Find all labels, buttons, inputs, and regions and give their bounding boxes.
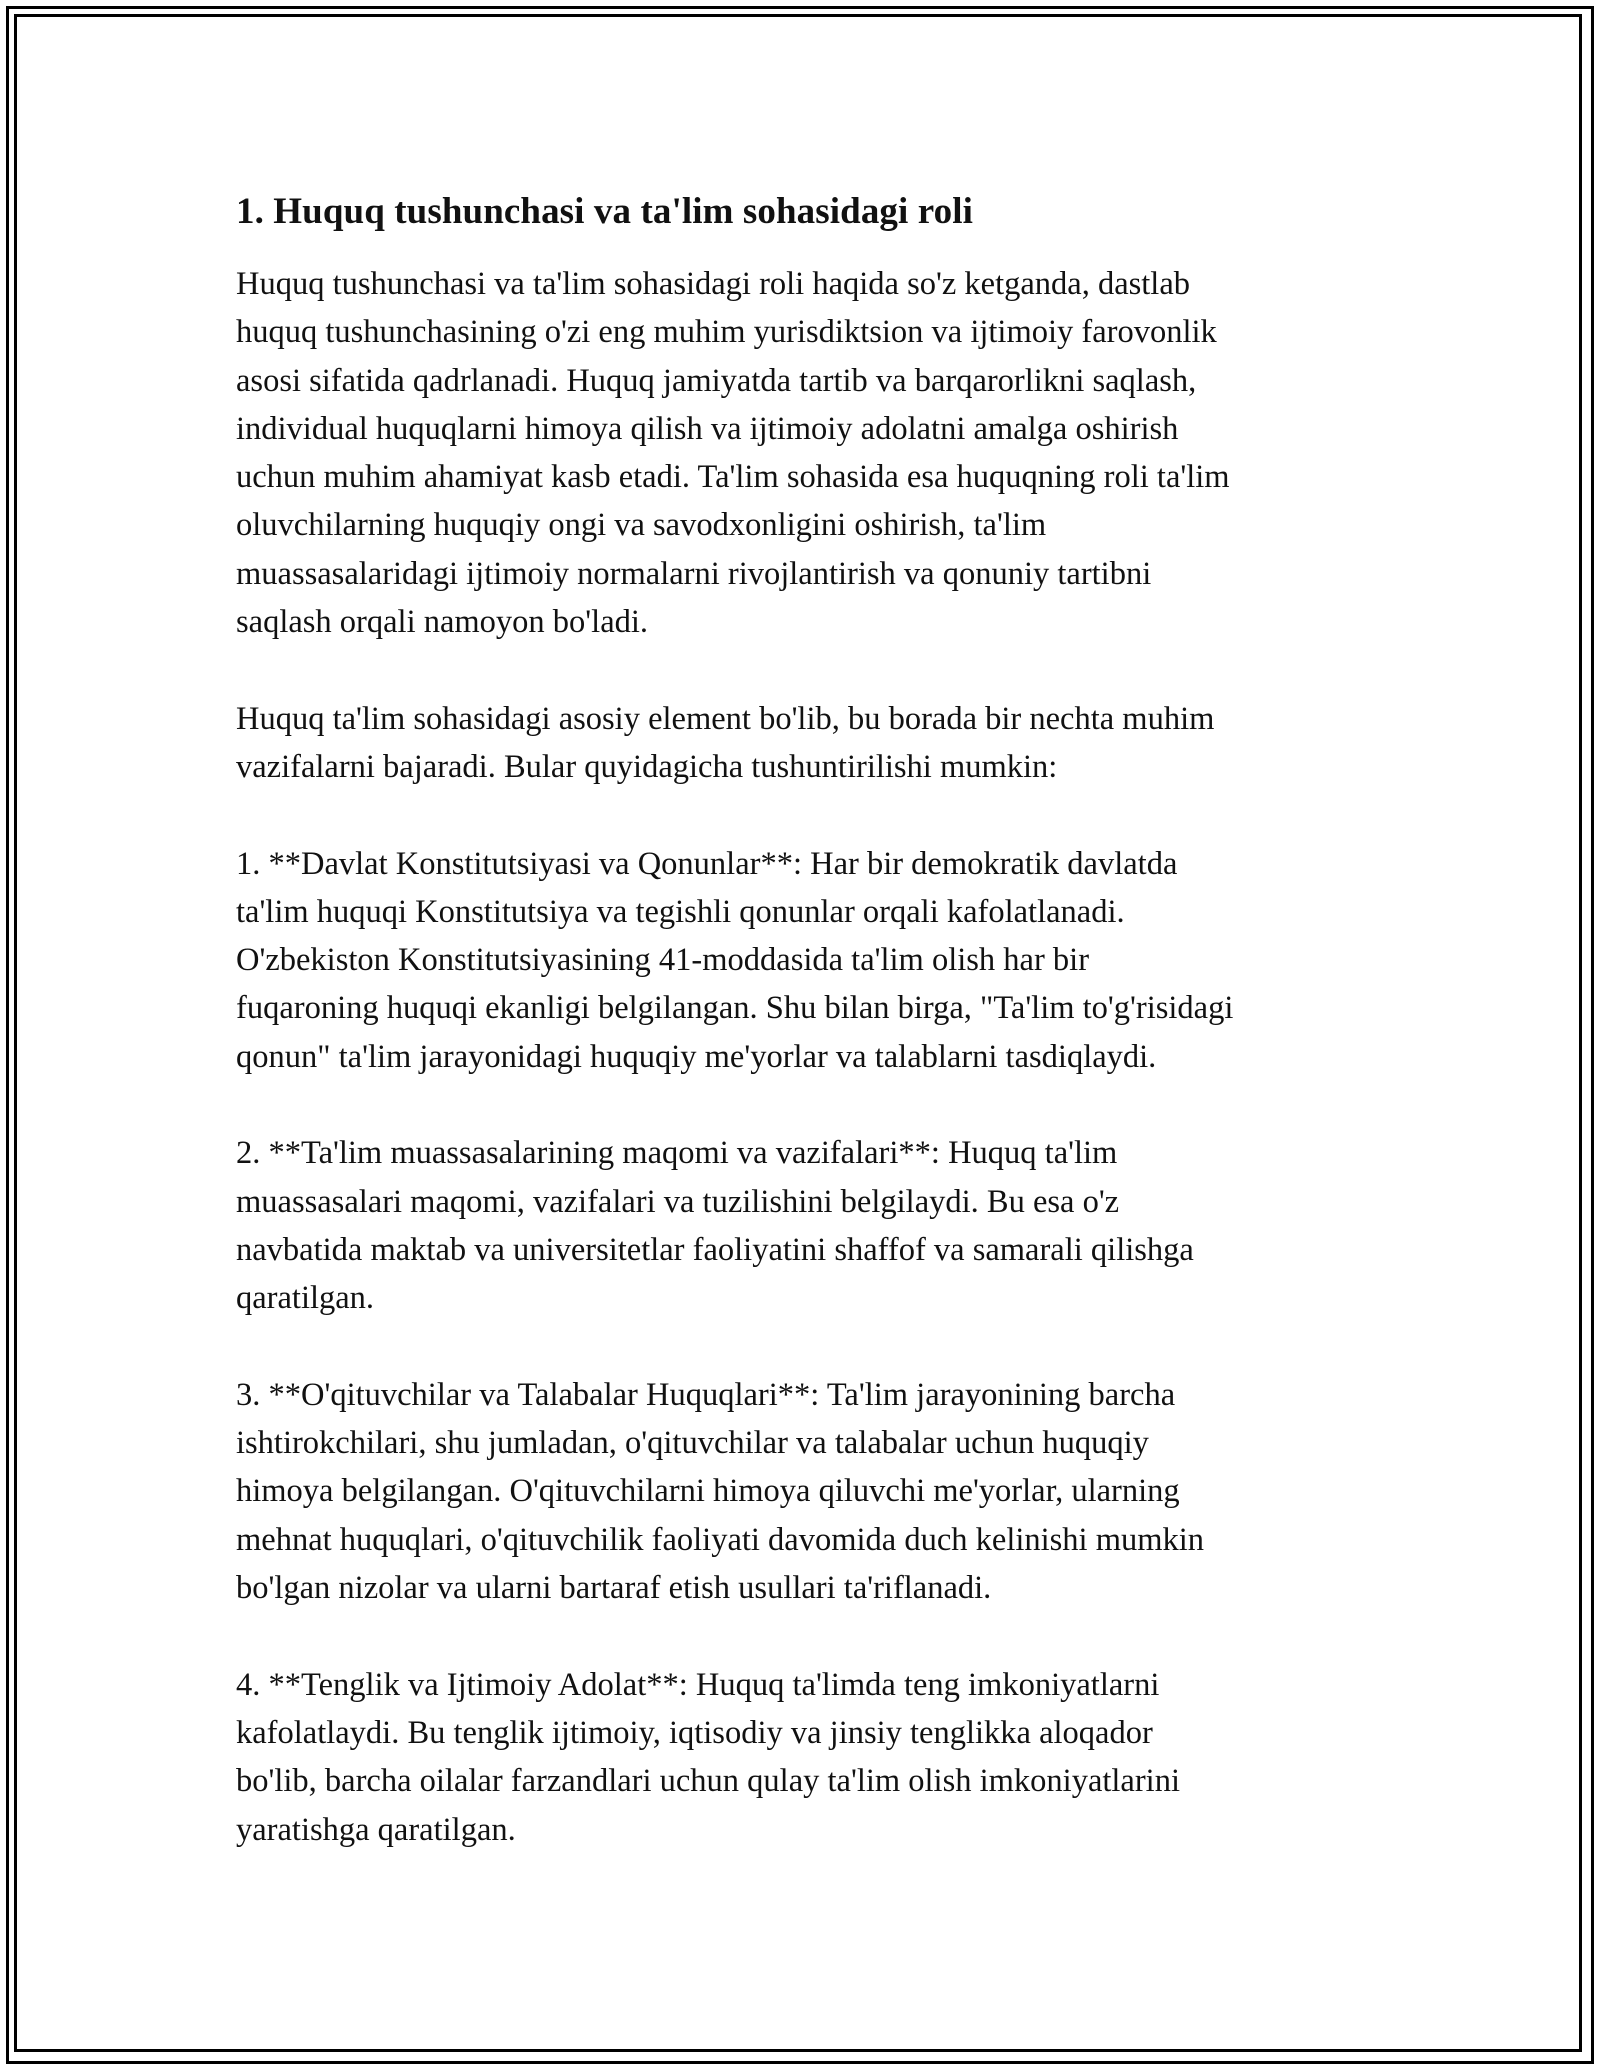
paragraph-intro: Huquq tushunchasi va ta'lim sohasidagi roli haqida so'z ketganda, dastlab huquq tushunchasining o'zi eng muhim yurisdiktsion va ijtimoiy farovonlik asosi sifatida qadrlanadi. Huquq jamiyatda tartib va barqarorlikni saqlash, individual huquqlarni himoya qilish va ijtimoiy adolatni amalga oshirish uchun muhim ahamiyat kasb etadi. Ta'lim sohasida esa huquqning roli ta'lim oluvchilarning huquqiy ongi va savodxonligini oshirish, ta'lim muassasalaridagi ijtimoiy normalarni rivojlantirish va qonuniy tartibni saqlash orqali namoyon bo'ladi. xyxy=(236,266,1230,641)
list-item-constitution: 1. **Davlat Konstitutsiyasi va Qonunlar**: Har bir demokratik davlatda ta'lim huquqi Konstitutsiya va tegishli qonunlar orqali kafolatlanadi. O'zbekiston Konstitutsiyasining 41-moddasida ta'lim olish har bir fuqaroning huquqi ekanligi belgilangan. Shu bilan birga, "Ta'lim to'g'risidagi qonun" ta'lim jarayonidagi huquqiy me'yorlar va talablarni tasdiqlaydi. xyxy=(236,845,1234,1075)
section-heading: 1. Huquq tushunchasi va ta'lim sohasidagi roli xyxy=(236,191,973,232)
list-item-institutions: 2. **Ta'lim muassasalarining maqomi va vazifalari**: Huquq ta'lim muassasalari maqomi, vazifalari va tuzilishini belgilaydi. Bu esa o'z navbatida maktab va universitetlar faoliyatini shaffof va samarali qilishga qaratilgan. xyxy=(236,1135,1194,1317)
document-body xyxy=(236,186,1366,1902)
paragraph-overview: Huquq ta'lim sohasidagi asosiy element bo'lib, bu borada bir nechta muhim vazifalarni bajaradi. Bular quyidagicha tushuntirilishi mumkin: xyxy=(236,700,1215,785)
list-item-rights: 3. **O'qituvchilar va Talabalar Huquqlari**: Ta'lim jarayonining barcha ishtirokchilari, shu jumladan, o'qituvchilar va talabalar uchun huquqiy himoya belgilangan. O'qituvchilarni himoya qiluvchi me'yorlar, ularning mehnat huquqlari, o'qituvchilik faoliyati davomida duch kelinishi mumkin bo'lgan nizolar va ularni bartaraf etish usullari ta'riflanadi. xyxy=(236,1376,1205,1607)
list-item-equality: 4. **Tenglik va Ijtimoiy Adolat**: Huquq ta'limda teng imkoniyatlarni kafolatlaydi. Bu tenglik ijtimoiy, iqtisodiy va jinsiy tenglikka aloqador bo'lib, barcha oilalar farzandlari uchun qulay ta'lim olish imkoniyatlarini yaratishga qaratilgan. xyxy=(236,1666,1180,1848)
